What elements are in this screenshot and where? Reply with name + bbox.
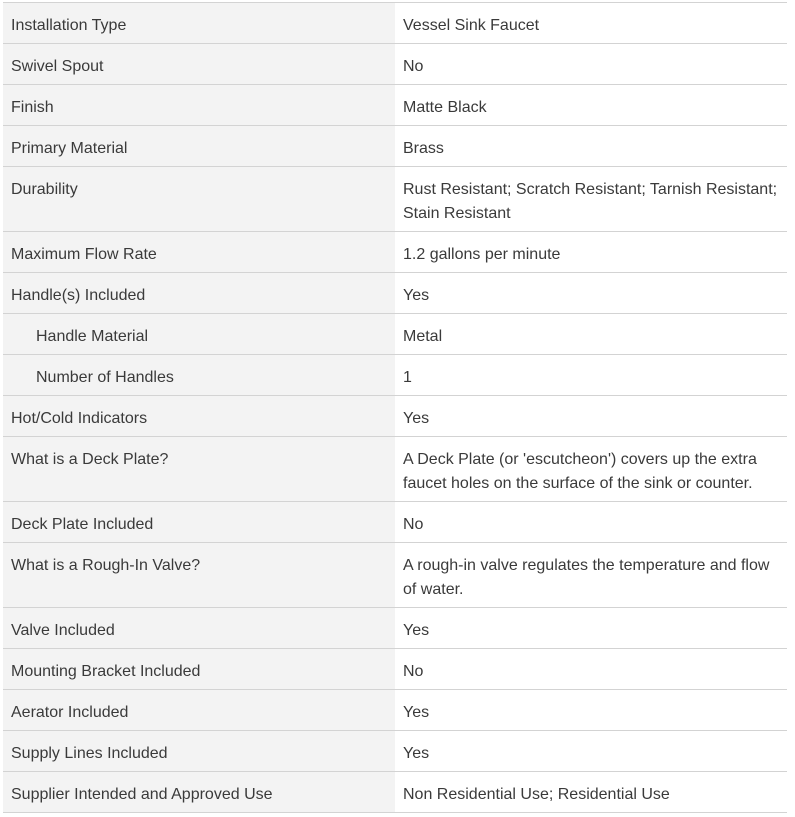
spec-label: Deck Plate Included (3, 502, 395, 542)
spec-value: Yes (395, 396, 787, 436)
spec-value: Metal (395, 314, 787, 354)
spec-label: Finish (3, 85, 395, 125)
spec-label: Supplier Intended and Approved Use (3, 772, 395, 812)
spec-value: Vessel Sink Faucet (395, 3, 787, 43)
spec-value: Yes (395, 608, 787, 648)
spec-label: Primary Material (3, 126, 395, 166)
spec-row-deck-plate-definition (3, 437, 787, 502)
spec-row-aerator-included (3, 690, 787, 731)
spec-label: Mounting Bracket Included (3, 649, 395, 689)
specifications-table (3, 2, 787, 813)
spec-value: A Deck Plate (or 'escutcheon') covers up the extra faucet holes on the surface of the sink or counter. (395, 437, 787, 501)
spec-row-mounting-bracket-included (3, 649, 787, 690)
spec-row-durability (3, 167, 787, 232)
spec-label: Handle(s) Included (3, 273, 395, 313)
spec-label: Supply Lines Included (3, 731, 395, 771)
spec-row-installation-type (3, 3, 787, 44)
spec-label: Valve Included (3, 608, 395, 648)
spec-row-supply-lines-included (3, 731, 787, 772)
spec-value: Non Residential Use; Residential Use (395, 772, 787, 812)
spec-value: No (395, 44, 787, 84)
spec-row-supplier-intended-use (3, 772, 787, 813)
spec-row-finish (3, 85, 787, 126)
spec-label: What is a Deck Plate? (3, 437, 395, 501)
spec-row-valve-included (3, 608, 787, 649)
spec-value: Yes (395, 690, 787, 730)
spec-label: Number of Handles (3, 355, 395, 395)
spec-row-hot-cold-indicators (3, 396, 787, 437)
spec-row-deck-plate-included (3, 502, 787, 543)
spec-label: Hot/Cold Indicators (3, 396, 395, 436)
spec-row-handle-material (3, 314, 787, 355)
spec-row-handles-included (3, 273, 787, 314)
spec-value: 1.2 gallons per minute (395, 232, 787, 272)
spec-value: A rough-in valve regulates the temperature and flow of water. (395, 543, 787, 607)
spec-row-rough-in-valve-definition (3, 543, 787, 608)
spec-row-primary-material (3, 126, 787, 167)
spec-row-swivel-spout (3, 44, 787, 85)
spec-value: No (395, 649, 787, 689)
spec-label: Aerator Included (3, 690, 395, 730)
spec-value: 1 (395, 355, 787, 395)
spec-label: Maximum Flow Rate (3, 232, 395, 272)
spec-value: Yes (395, 731, 787, 771)
spec-value: Yes (395, 273, 787, 313)
spec-label: Durability (3, 167, 395, 231)
spec-label: Handle Material (3, 314, 395, 354)
spec-value: No (395, 502, 787, 542)
spec-value: Rust Resistant; Scratch Resistant; Tarnish Resistant; Stain Resistant (395, 167, 787, 231)
spec-label: What is a Rough-In Valve? (3, 543, 395, 607)
spec-row-maximum-flow-rate (3, 232, 787, 273)
spec-value: Matte Black (395, 85, 787, 125)
spec-row-number-of-handles (3, 355, 787, 396)
spec-label: Installation Type (3, 3, 395, 43)
spec-label: Swivel Spout (3, 44, 395, 84)
spec-value: Brass (395, 126, 787, 166)
